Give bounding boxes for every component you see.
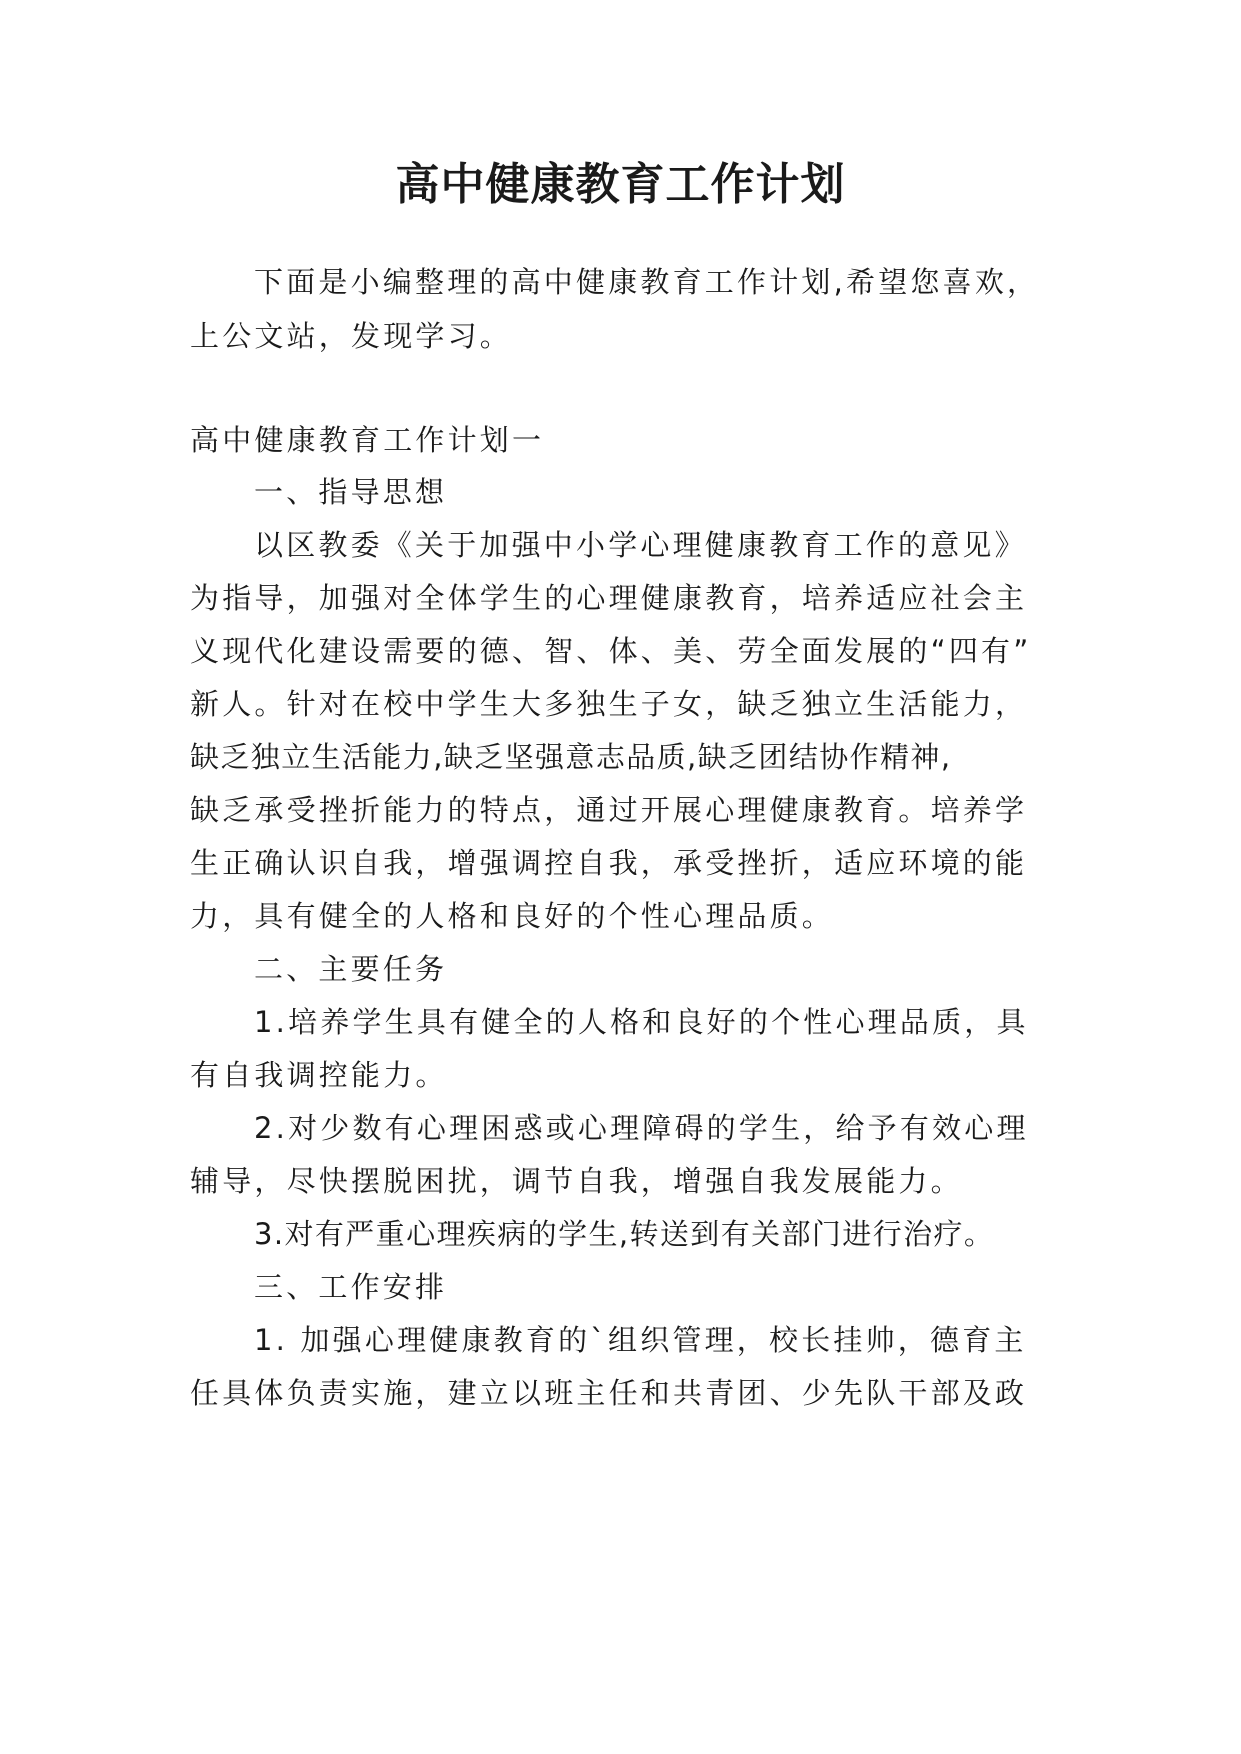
task-3-line-1: 3.对有严重心理疾病的学生,转送到有关部门进行治疗。 — [254, 1217, 995, 1251]
section-heading-work-arrangement: 三、工作安排 — [254, 1270, 448, 1304]
section1-line-5: 缺乏独立生活能力,缺乏坚强意志品质,缺乏团结协作精神, — [190, 740, 952, 774]
task-1-line-1: 1.培养学生具有健全的人格和良好的个性心理品质，具 — [254, 1005, 1029, 1039]
arrangement-1-line-1: 1. 加强心理健康教育的`组织管理，校长挂帅，德育主 — [254, 1323, 1027, 1357]
arrangement-1-line-2: 任具体负责实施，建立以班主任和共青团、少先队干部及政 — [190, 1376, 1028, 1410]
section-heading-main-tasks: 二、主要任务 — [254, 952, 448, 986]
task-1-line-2: 有自我调控能力。 — [190, 1058, 448, 1092]
section-heading-guiding-ideology: 一、指导思想 — [254, 475, 448, 509]
section1-line-8: 力，具有健全的人格和良好的个性心理品质。 — [190, 899, 835, 933]
task-2-line-2: 辅导，尽快摆脱困扰，调节自我，增强自我发展能力。 — [190, 1164, 963, 1198]
section1-line-6: 缺乏承受挫折能力的特点，通过开展心理健康教育。培养学 — [190, 793, 1028, 827]
document-title: 高中健康教育工作计划 — [395, 159, 846, 210]
section1-line-4: 新人。针对在校中学生大多独生子女，缺乏独立生活能力， — [190, 687, 1028, 721]
section1-line-3: 义现代化建设需要的德、智、体、美、劳全面发展的“四有” — [190, 634, 1032, 668]
plan-subtitle: 高中健康教育工作计划一 — [190, 423, 545, 457]
section1-line-7: 生正确认识自我，增强调控自我，承受挫折，适应环境的能 — [190, 846, 1028, 880]
intro-line-2: 上公文站，发现学习。 — [190, 319, 513, 353]
section1-line-2: 为指导，加强对全体学生的心理健康教育，培养适应社会主 — [190, 581, 1028, 615]
section1-line-1: 以区教委《关于加强中小学心理健康教育工作的意见》 — [254, 528, 1027, 562]
intro-line-1: 下面是小编整理的高中健康教育工作计划,希望您喜欢， — [254, 265, 1040, 299]
task-2-line-1: 2.对少数有心理困惑或心理障碍的学生，给予有效心理 — [254, 1111, 1029, 1145]
